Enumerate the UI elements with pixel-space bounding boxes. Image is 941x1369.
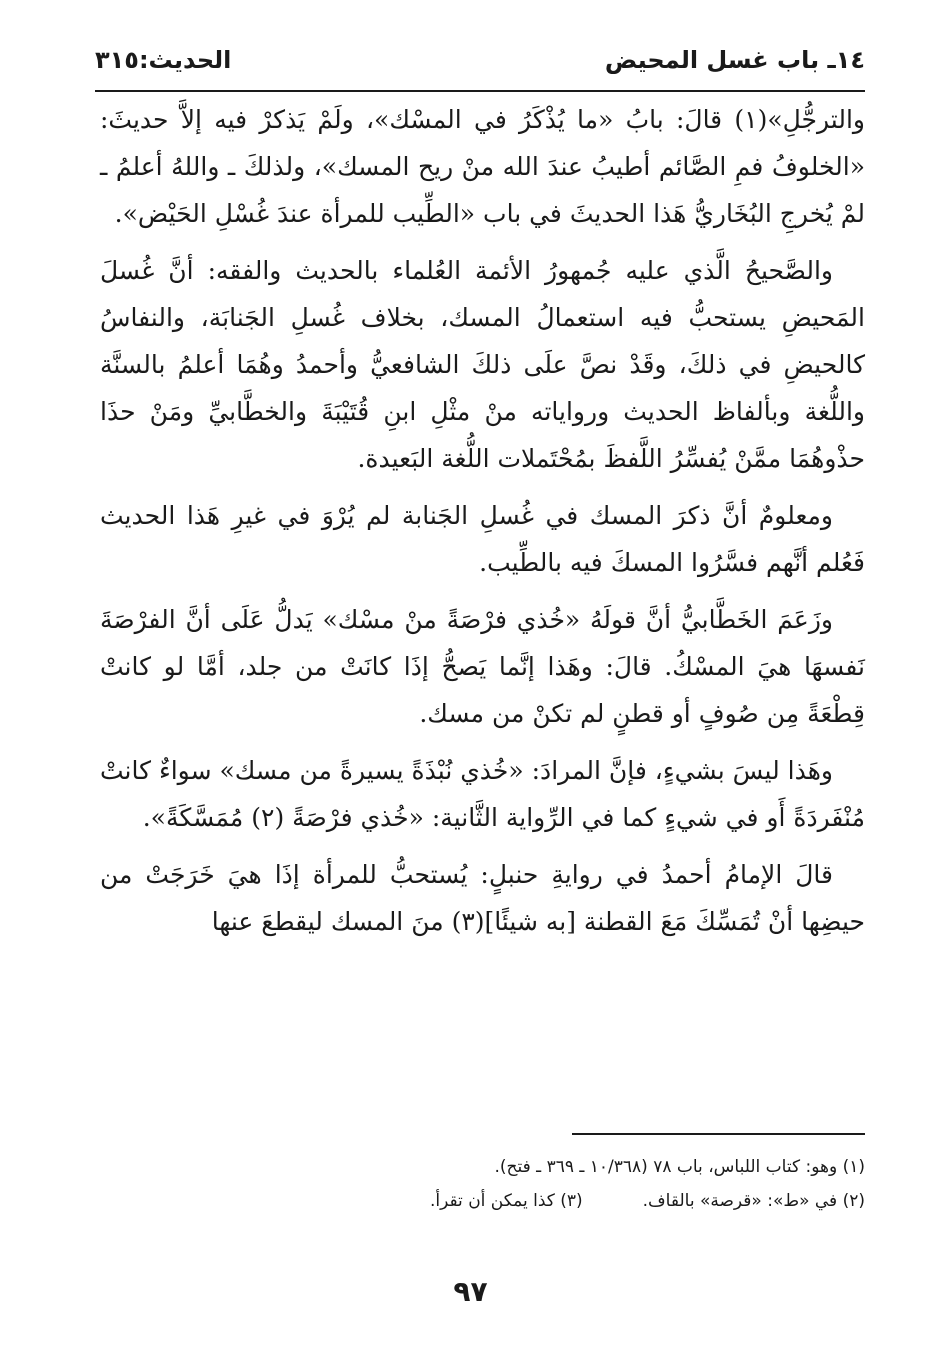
footnote-3: (٣) كذا يمكن أن تقرأ. [429, 1191, 583, 1211]
footnote-divider [572, 1133, 865, 1135]
header-divider [95, 90, 865, 92]
footnote-1: (١) وهو: كتاب اللباس، باب ٧٨ (١٠/٣٦٨ ـ ٣٦٩ ـ فتح). [494, 1157, 865, 1177]
running-header [95, 40, 865, 80]
paragraph: وزَعَمَ الخَطَّابيُّ أنَّ قولَهُ «خُذي فرْصَةً منْ مسْك» يَدلُّ عَلَى أنَّ الفرْصَةَ نَفسهَا هيَ المسْكُ. قالَ: وهَذا إنَّما يَصحُّ إذَا كانَتْ من جلد، أمَّا لو كانتْ قِطْعَةً مِن صُوفٍ أو قطنٍ لم تكنْ من مسك. [100, 605, 865, 728]
chapter-title: ١٤ـ باب غسل المحيض [604, 46, 865, 74]
footnote-2: (٢) في «ط»: «قرصة» بالقاف. [642, 1191, 865, 1211]
footnote-row [100, 1184, 865, 1218]
page-number: ٩٧ [453, 1275, 488, 1308]
main-text [100, 96, 865, 955]
footnotes [100, 1150, 865, 1218]
paragraph: وهَذا ليسَ بشيءٍ، فإنَّ المرادَ: «خُذي نُبْذَةً يسيرةً من مسك» سواءٌ كانتْ مُنْفَردَةً أَو في شيءٍ كما في الرِّواية الثَّانية: «خُذي فرْصَةً (٢) مُمَسَّكَةً». [100, 756, 865, 832]
paragraph: والصَّحيحُ الَّذي عليه جُمهورُ الأئمة العُلماء بالحديث والفقه: أنَّ غُسلَ المَحيضِ يستحبُّ فيه استعمالُ المسك، بخلاف غُسلِ الجَنابَة، والنفاسُ كالحيضِ في ذلكَ، وقَدْ نصَّ علَى ذلكَ الشافعيُّ وأحمدُ وهُمَا أعلمُ بالسنَّة واللُّغة وبألفاظ الحديث ورواياته منْ مثْلِ ابنِ قُتَيْبَةَ والخطَّابيِّ ومَنْ حذَا حذْوهُمَا ممَّنْ يُفسِّرُ اللَّفظَ بمُحْتَملات اللُّغة البَعيدة. [100, 256, 865, 473]
paragraph: ومعلومٌ أنَّ ذكرَ المسك في غُسلِ الجَنابة لم يُرْوَ في غيرِ هَذا الحديث فَعُلم أنَّهم فسَّرُوا المسكَ فيه بالطِّيب. [100, 501, 865, 577]
paragraph: قالَ الإمامُ أحمدُ في روايةِ حنبلٍ: يُستحبُّ للمرأة إذَا هيَ خَرَجَتْ من حيضِها أنْ تُمَسِّكَ مَعَ القطنة [به شيئًا](٣) منَ المسك ليقطعَ عنها [100, 860, 865, 936]
paragraph: والترجُّلِ»(١) قالَ: بابُ «ما يُذْكَرُ في المسْك»، ولَمْ يَذكرْ فيه إلاَّ حديثَ: «الخلوفُ فمِ الصَّائم أطيبُ عندَ الله منْ ريح المسك»، ولذلكَ ـ واللهُ أعلمُ ـ لمْ يُخرجِ البُخَاريُّ هَذا الحديثَ في باب «الطِّيب للمرأة عندَ غُسْلِ الحَيْض». [100, 105, 865, 228]
hadith-reference: الحديث:٣١٥ [95, 46, 232, 74]
